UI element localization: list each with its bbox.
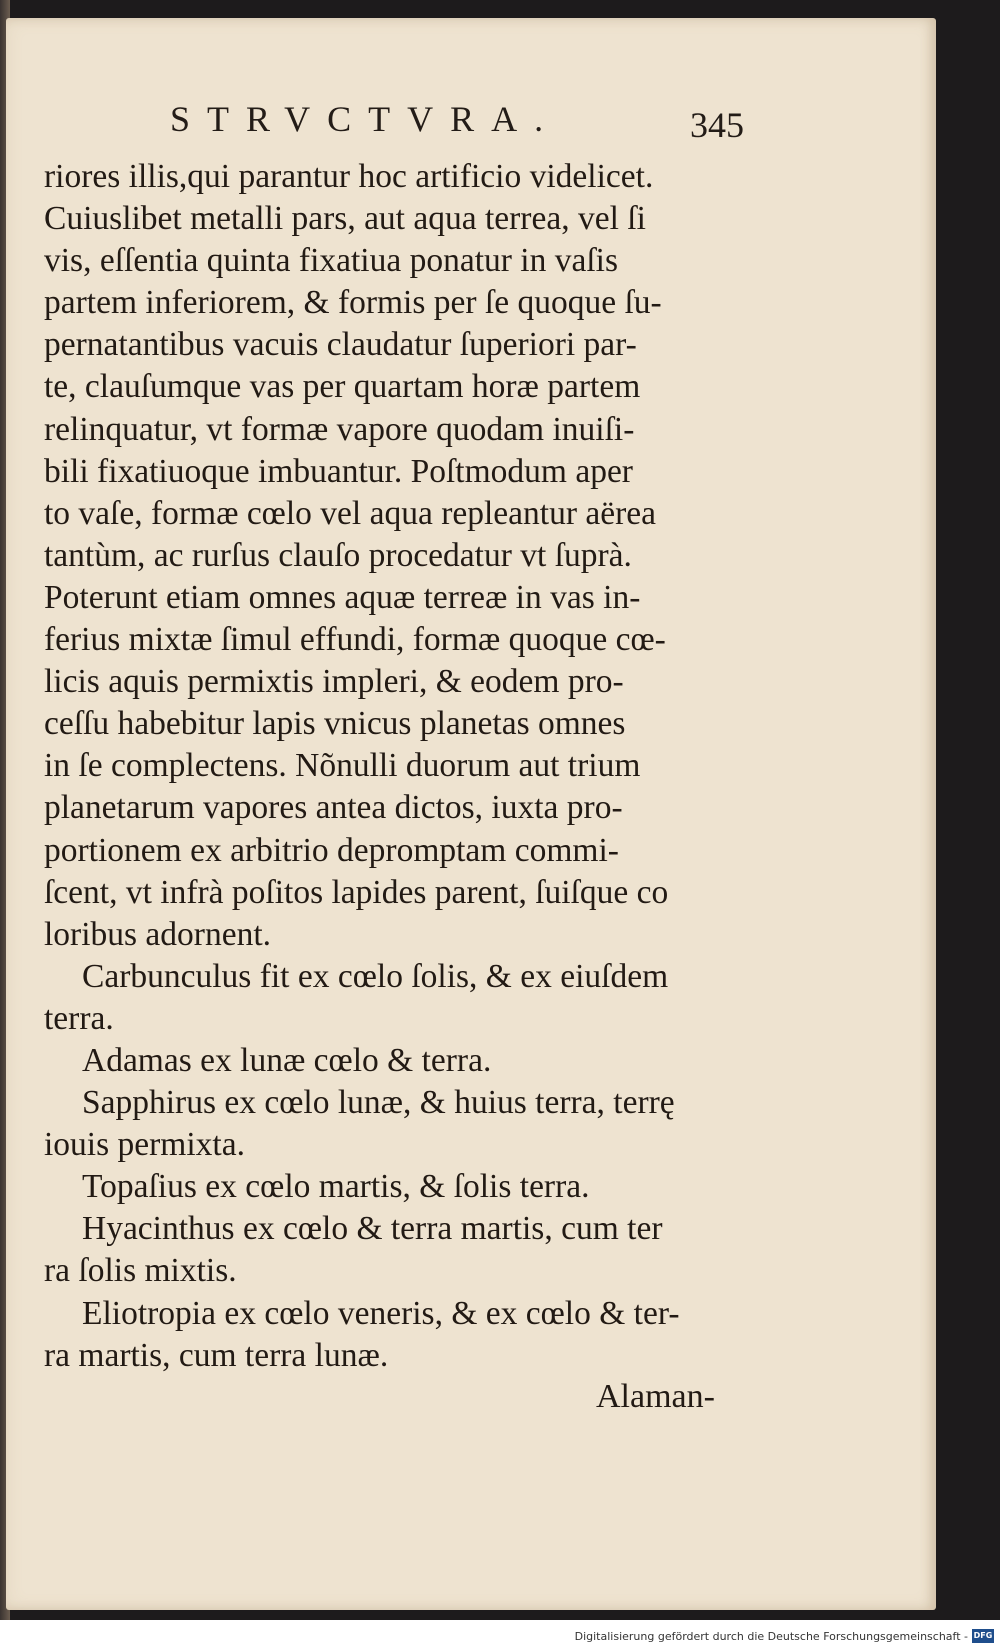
text-line: ra martis, cum terra lunæ. [44,1336,389,1374]
text-line: in ſe complectens. Nõnulli duorum aut trium [44,747,641,785]
text-line: tantùm, ac rurſus clauſo procedatur vt ſuprà. [44,536,632,574]
dfg-logo: DFG [972,1629,994,1643]
running-title: STRVCTVRA. [170,99,561,139]
text-line: planetarum vapores antea dictos, iuxta pro- [44,789,623,827]
text-line: to vaſe, formæ cœlo vel aqua repleantur aërea [44,494,657,532]
text-line: Cuiuslibet metalli pars, aut aqua terrea, vel ſi [44,200,646,238]
text-line: portionem ex arbitrio depromptam commi- [44,831,619,869]
text-line: pernatantibus vacuis claudatur ſuperiori par- [44,326,637,364]
text-line: licis aquis permixtis impleri, & eodem pro- [44,663,624,701]
text-line: ſcent, vt infrà poſitos lapides parent, ſuiſque co [44,873,669,911]
text-line: relinquatur, vt formæ vapore quodam inuiſi- [44,410,635,448]
text-line: loribus adornent. [44,915,272,953]
page-number: 345 [690,105,744,145]
text-line: bili fixatiuoque imbuantur. Poſtmodum aper [44,452,633,490]
text-line: te, clauſumque vas per quartam horæ partem [44,368,641,406]
text-line: ra ſolis mixtis. [44,1252,237,1290]
text-line: iouis permixta. [44,1126,245,1164]
text-line: Poterunt etiam omnes aquæ terreæ in vas in- [44,578,641,616]
text-line: Adamas ex lunæ cœlo & terra. [82,1041,492,1079]
text-line: Hyacinthus ex cœlo & terra martis, cum ter [82,1210,663,1248]
text-line: partem inferiorem, & formis per ſe quoque ſu- [44,284,662,322]
footer [0,1620,1000,1652]
text-line: Sapphirus ex cœlo lunæ, & huius terra, terrę [82,1084,675,1122]
text-line: ferius mixtæ ſimul effundi, formæ quoque cœ- [44,621,666,659]
text-line: Topaſius ex cœlo martis, & ſolis terra. [82,1168,590,1206]
text-line: Carbunculus fit ex cœlo ſolis, & ex eiuſdem [82,957,669,995]
funding-note: Digitalisierung gefördert durch die Deutsche Forschungsgemeinschaft - [574,1630,968,1643]
text-line: Eliotropia ex cœlo veneris, & ex cœlo & ter- [82,1294,680,1332]
catchword: Alaman- [596,1378,715,1415]
text-line: ceſſu habebitur lapis vnicus planetas omnes [44,705,626,743]
text-line: terra. [44,999,114,1037]
body-text [44,156,744,1377]
text-line: riores illis,qui parantur hoc artificio videlicet. [44,158,654,195]
page-header [170,98,770,148]
text-line: vis, eſſentia quinta fixatiua ponatur in vaſis [44,242,619,280]
